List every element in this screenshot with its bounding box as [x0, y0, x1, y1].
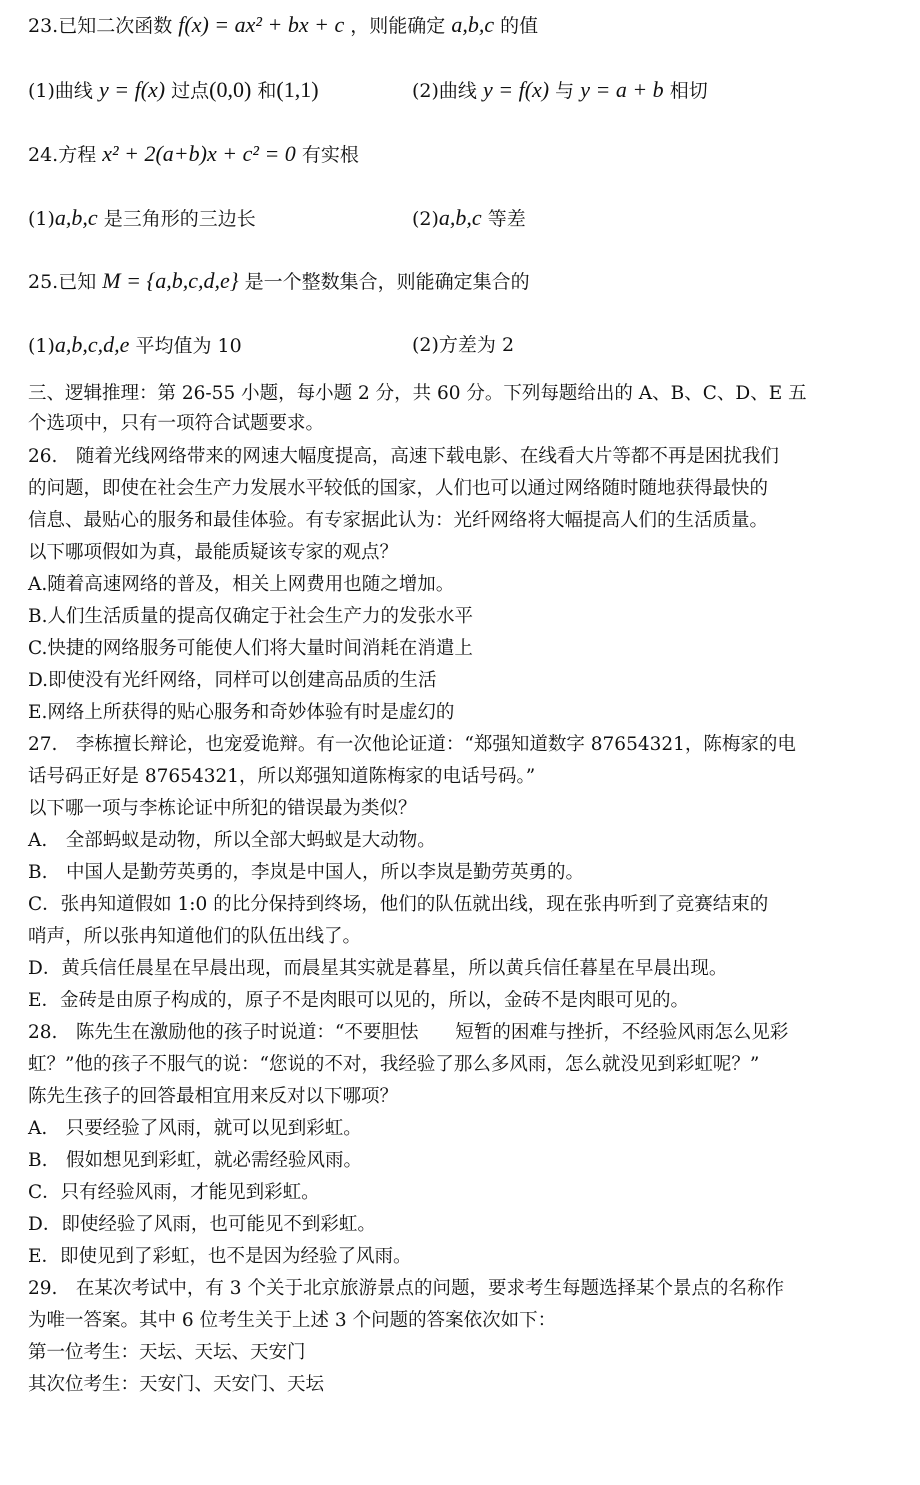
- q24-stem: 24.方程 x² + 2(a+b)x + c² = 0 有实根: [28, 141, 359, 166]
- q25-condition-2: (2)方差为 2: [412, 334, 515, 356]
- q25-stem: 25.已知 M = {a,b,c,d,e} 是一个整数集合，则能确定集合的: [28, 268, 530, 293]
- q26-question: 以下哪项假如为真，最能质疑该专家的观点？: [28, 542, 399, 563]
- q28-question: 陈先生孩子的回答最相宜用来反对以下哪项？: [28, 1086, 399, 1107]
- q26-option-b: B.人们生活质量的提高仅确定于社会生产力的发张水平: [28, 606, 473, 627]
- q28-option-b: B. 假如想见到彩虹，就必需经验风雨。: [28, 1150, 362, 1171]
- q27-stem: 27. 李栋擅长辩论，也宠爱诡辩。有一次他论证道：“郑强知道数字 87654321，陈梅家的电: [28, 734, 796, 755]
- q29-stem: 29. 在某次考试中，有 3 个关于北京旅游景点的问题，要求考生每题选择某个景点的名称作: [28, 1278, 784, 1299]
- q27-option-d: D．黄兵信任晨星在早晨出现，而晨星其实就是暮星，所以黄兵信任暮星在早晨出现。: [28, 958, 728, 979]
- q25-conditions: [28, 332, 880, 359]
- q29-candidate-2: 其次位考生：天安门、天安门、天坛: [28, 1374, 325, 1395]
- q25-set: M = {a,b,c,d,e}: [102, 268, 239, 293]
- q24-condition-1: (1)a,b,c 是三角形的三边长: [28, 205, 256, 230]
- q23-stem-text-c: 的值: [500, 15, 539, 37]
- q26-stem-line: 信息、最贴心的服务和最佳体验。有专家据此认为：光纤网络将大幅提高人们的生活质量。: [28, 510, 769, 531]
- q27-option-b: B. 中国人是勤劳英勇的，李岚是中国人，所以李岚是勤劳英勇的。: [28, 862, 584, 883]
- q24-equation: x² + 2(a+b)x + c² = 0: [102, 141, 296, 166]
- q26-option-a: A.随着高速网络的普及，相关上网费用也随之增加。: [28, 574, 455, 595]
- q28-option-d: D．即使经验了风雨，也可能见不到彩虹。: [28, 1214, 376, 1235]
- q23-stem: [28, 12, 880, 39]
- q28-option-a: A. 只要经验了风雨，就可以见到彩虹。: [28, 1118, 362, 1139]
- q27-option-e: E．金砖是由原子构成的，原子不是肉眼可以见的，所以，金砖不是肉眼可见的。: [28, 990, 690, 1011]
- q23-vars: a,b,c: [451, 12, 495, 37]
- q27-stem-line: 话号码正好是 87654321，所以郑强知道陈梅家的电话号码。”: [28, 766, 536, 787]
- q23-condition-1: (1)曲线 y = f(x) 过点(0,0) 和(1,1): [28, 77, 319, 102]
- q26-stem: 26. 随着光线网络带来的网速大幅度提高，高速下载电影、在线看大片等都不再是困扰我们: [28, 446, 779, 467]
- q23-stem-text-b: ，则能确定: [350, 15, 446, 37]
- q26-option-e: E.网络上所获得的贴心服务和奇妙体验有时是虚幻的: [28, 702, 455, 723]
- q27-option-c-cont: 哨声，所以张冉知道他们的队伍出线了。: [28, 926, 362, 947]
- q27-option-a: A. 全部蚂蚁是动物，所以全部大蚂蚁是大动物。: [28, 830, 436, 851]
- q28-stem: 28. 陈先生在激励他的孩子时说道：“不要胆怯 短暂的困难与挫折，不经验风雨怎么见彩: [28, 1022, 789, 1043]
- q23-function: f(x) = ax² + bx + c: [178, 12, 345, 37]
- q27-option-c: C．张冉知道假如 1:0 的比分保持到终场，他们的队伍就出线，现在张冉听到了竞赛结束的: [28, 894, 769, 915]
- q27-question: 以下哪一项与李栋论证中所犯的错误最为类似？: [28, 798, 417, 819]
- q26-stem-line: 的问题，即使在社会生产力发展水平较低的国家，人们也可以通过网络随时随地获得最快的: [28, 478, 769, 499]
- q23-conditions: [28, 77, 880, 104]
- q28-option-e: E．即使见到了彩虹，也不是因为经验了风雨。: [28, 1246, 412, 1267]
- q23-stem-text-a: 23.已知二次函数: [28, 15, 173, 37]
- q25-condition-1: (1)a,b,c,d,e 平均值为 10: [28, 332, 242, 357]
- q26-option-c: C.快捷的网络服务可能使人们将大量时间消耗在消遣上: [28, 638, 473, 659]
- q26-option-d: D.即使没有光纤网络，同样可以创建高品质的生活: [28, 670, 437, 691]
- q28-stem-line: 虹？”他的孩子不服气的说：“您说的不对，我经验了那么多风雨，怎么就没见到彩虹呢？”: [28, 1054, 760, 1075]
- q29-stem-line: 为唯一答案。其中 6 位考生关于上述 3 个问题的答案依次如下：: [28, 1310, 557, 1331]
- q28-option-c: C．只有经验风雨，才能见到彩虹。: [28, 1182, 320, 1203]
- q24-conditions: [28, 205, 880, 232]
- section-heading: 三、逻辑推理：第 26-55 小题，每小题 2 分，共 60 分。下列每题给出的 A、B、C、D、E 五: [28, 383, 807, 404]
- q24-condition-2: (2)a,b,c 等差: [412, 205, 526, 230]
- q29-candidate-1: 第一位考生：天坛、天坛、天安门: [28, 1342, 306, 1363]
- section-heading-cont: 个选项中，只有一项符合试题要求。: [28, 413, 325, 434]
- q23-condition-2: (2)曲线 y = f(x) 与 y = a + b 相切: [412, 77, 708, 102]
